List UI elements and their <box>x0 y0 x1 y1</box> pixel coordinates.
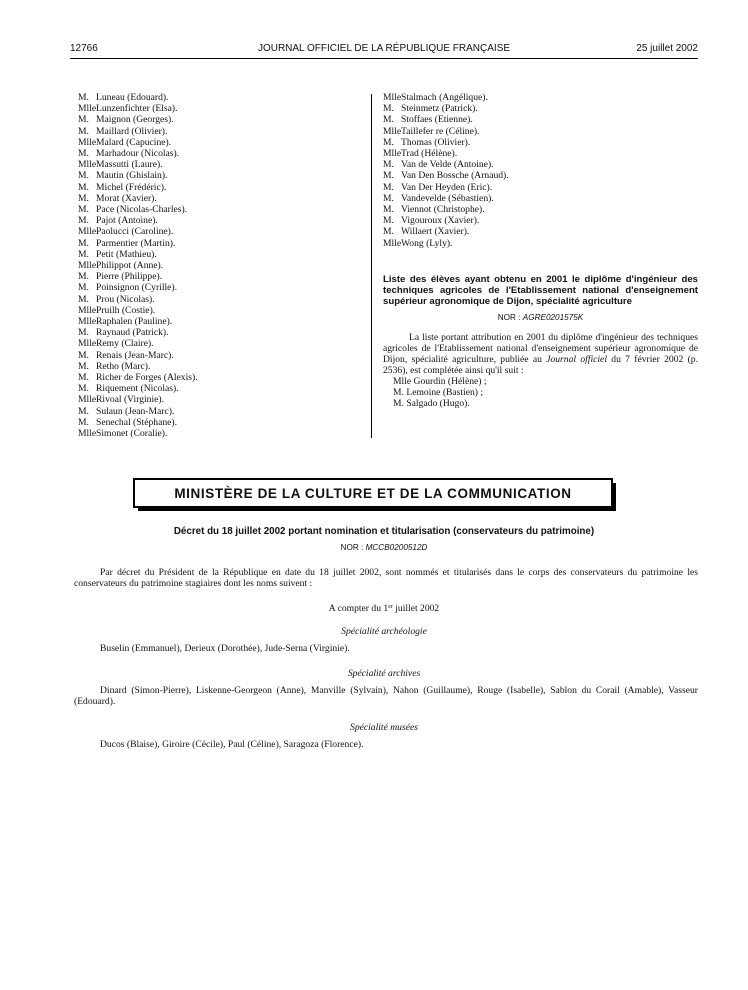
specialty-heading: Spécialité musées <box>350 722 418 733</box>
decree-nor <box>70 543 698 552</box>
person-name: Massutti (Laure). <box>96 159 163 171</box>
civil-title: M. <box>78 114 89 126</box>
civil-title: M. <box>383 136 394 148</box>
name-entry <box>78 316 278 327</box>
journal-title: JOURNAL OFFICIEL DE LA RÉPUBLIQUE FRANÇAISE <box>257 43 511 54</box>
person-name: Trad (Hélène). <box>401 148 458 160</box>
person-name: Lunzenfichter (Elsa). <box>96 103 178 115</box>
name-entry <box>383 226 698 237</box>
person-name: Parmentier (Martin). <box>96 237 176 249</box>
person-name: Van de Velde (Antoine). <box>401 159 494 171</box>
name-entry <box>78 294 278 305</box>
civil-title: M. <box>78 125 89 137</box>
name-entry <box>383 215 698 226</box>
civil-title: M. <box>78 215 89 227</box>
person-name: Van Den Bossche (Arnaud). <box>401 170 509 182</box>
name-entry <box>383 103 698 114</box>
name-entry <box>78 361 278 372</box>
name-entry <box>78 114 278 125</box>
name-entry <box>383 193 698 204</box>
person-name: Poinsignon (Cyrille). <box>96 282 178 294</box>
person-name: Rivoal (Virginie). <box>96 394 164 406</box>
name-entry <box>78 170 278 181</box>
journal-reference: Journal officiel <box>546 354 607 366</box>
name-entry <box>78 238 278 249</box>
name-entry <box>78 182 278 193</box>
name-entry <box>78 92 278 103</box>
decree-intro: Par décret du Président de la République en date du 18 juillet 2002, sont nommés et titularisés dans le corps des conservateurs du patrimoine les conservateurs du patrimoine stagiaires dont les noms suivent : <box>74 567 698 590</box>
list-section-title: Liste des élèves ayant obtenu en 2001 le diplôme d'ingénieur des techniques agricoles de l'Etablissement national d'enseignement supérieur agronomique de Dijon, spécialité agriculture <box>383 273 698 307</box>
list-section-nor <box>383 312 698 323</box>
civil-title: Mlle <box>78 103 97 115</box>
person-name: Steinmetz (Patrick). <box>401 103 478 115</box>
name-entry <box>383 170 698 181</box>
nor-label: NOR : <box>497 312 521 322</box>
name-entry <box>383 238 698 249</box>
issue-date: 25 juillet 2002 <box>636 43 698 54</box>
person-name: Vigouroux (Xavier). <box>401 215 480 227</box>
civil-title: M. <box>383 181 394 193</box>
nor-code: AGRE0201575K <box>522 312 584 322</box>
person-name: Renais (Jean-Marc). <box>96 349 174 361</box>
civil-title: M. <box>383 103 394 115</box>
person-name: Morat (Xavier). <box>96 192 157 204</box>
person-name: Raphalen (Pauline). <box>96 316 173 328</box>
civil-title: M. <box>78 170 89 182</box>
civil-title: M. <box>78 416 89 428</box>
person-name: Marhadour (Nicolas). <box>96 148 180 160</box>
person-name: Viennot (Christophe). <box>401 204 485 216</box>
person-name: Prou (Nicolas). <box>96 293 155 305</box>
name-entry <box>78 193 278 204</box>
name-entry <box>383 204 698 215</box>
name-entry <box>383 114 698 125</box>
right-column <box>383 92 698 410</box>
person-name: Petit (Mathieu). <box>96 248 157 260</box>
name-entry <box>78 305 278 316</box>
person-name: Michel (Frédéric). <box>96 181 167 193</box>
civil-title: M. <box>78 282 89 294</box>
civil-title: M. <box>383 114 394 126</box>
name-entry <box>383 182 698 193</box>
person-name: Simonet (Coralie). <box>96 428 168 440</box>
name-entry <box>78 372 278 383</box>
right-name-list <box>383 92 698 249</box>
person-name: Thomas (Olivier). <box>401 136 471 148</box>
effective-date-prefix: A compter du 1 <box>328 603 389 614</box>
civil-title: M. <box>78 405 89 417</box>
effective-date <box>70 603 698 614</box>
page-number: 12766 <box>70 43 98 54</box>
person-name: Sulaun (Jean-Marc). <box>96 405 175 417</box>
civil-title: Mlle <box>78 260 97 272</box>
person-name: Malard (Capucine). <box>96 136 172 148</box>
name-entry <box>78 406 278 417</box>
person-name: Pajot (Antoine). <box>96 215 158 227</box>
name-entry <box>78 137 278 148</box>
person-name: Pruilh (Costie). <box>96 304 156 316</box>
specialty-names: Dinard (Simon-Pierre), Liskenne-Georgeon (Anne), Manville (Sylvain), Nahon (Guillaume), Rouge (Isabelle), Sablon du Corail (Amable), Vasseur (Edouard). <box>74 685 698 708</box>
civil-title: M. <box>78 92 89 103</box>
name-entry <box>78 103 278 114</box>
addition-item: Mlle Gourdin (Hélène) ; <box>393 376 487 388</box>
civil-title: M. <box>78 237 89 249</box>
civil-title: Mlle <box>78 394 97 406</box>
name-entry <box>78 249 278 260</box>
list-section-paragraph <box>383 332 698 376</box>
civil-title: Mlle <box>78 226 97 238</box>
name-entry <box>78 282 278 293</box>
ministry-heading-box <box>133 478 613 508</box>
civil-title: Mlle <box>383 92 402 103</box>
name-entry <box>78 417 278 428</box>
person-name: Stalmach (Angélique). <box>401 92 488 103</box>
person-name: Wong (Lyly). <box>401 237 453 249</box>
name-entry <box>383 159 698 170</box>
person-name: Paolucci (Caroline). <box>96 226 174 238</box>
additions-list <box>393 376 698 410</box>
person-name: Pierre (Philippe). <box>96 271 163 283</box>
name-entry <box>383 126 698 137</box>
name-entry <box>383 137 698 148</box>
civil-title: M. <box>383 159 394 171</box>
person-name: Senechal (Stéphane). <box>96 416 177 428</box>
person-name: Pace (Nicolas-Charles). <box>96 204 188 216</box>
name-entry <box>78 215 278 226</box>
person-name: Luneau (Edouard). <box>96 92 169 103</box>
name-entry <box>78 394 278 405</box>
civil-title: M. <box>78 248 89 260</box>
civil-title: M. <box>78 148 89 160</box>
civil-title: M. <box>78 372 89 384</box>
paragraph-text-start: La liste portant attribution en 2001 du diplôme d'ingénieur des techniques agricoles de l'Etablissement national d'enseignement supérieur agronomique de Dijon, spécialité agriculture, publiée au <box>383 332 698 366</box>
nor-label: NOR : <box>340 543 364 552</box>
name-entry <box>78 271 278 282</box>
civil-title: M. <box>78 271 89 283</box>
column-separator <box>371 94 372 438</box>
civil-title: M. <box>383 226 394 238</box>
civil-title: M. <box>78 181 89 193</box>
nor-code: MCCB0200512D <box>365 543 428 552</box>
civil-title: Mlle <box>383 148 402 160</box>
civil-title: Mlle <box>78 428 97 440</box>
effective-date-suffix: juillet 2002 <box>395 603 440 614</box>
civil-title: Mlle <box>78 316 97 328</box>
civil-title: Mlle <box>78 338 97 350</box>
person-name: Raynaud (Patrick). <box>96 327 169 339</box>
civil-title: M. <box>78 293 89 305</box>
civil-title: M. <box>383 204 394 216</box>
civil-title: M. <box>78 349 89 361</box>
addition-item: M. Salgado (Hugo). <box>393 398 470 410</box>
specialty-heading: Spécialité archives <box>347 668 421 679</box>
civil-title: M. <box>383 170 394 182</box>
name-entry <box>78 148 278 159</box>
name-entry <box>78 126 278 137</box>
specialty-names: Buselin (Emmanuel), Derieux (Dorothée), Jude-Serna (Virginie). <box>100 643 350 654</box>
effective-date-sup: er <box>388 604 393 610</box>
person-name: Taillefer re (Céline). <box>401 125 480 137</box>
person-name: Mautin (Ghislain). <box>96 170 168 182</box>
civil-title: M. <box>78 204 89 216</box>
civil-title: Mlle <box>78 304 97 316</box>
civil-title: M. <box>78 327 89 339</box>
civil-title: Mlle <box>383 237 402 249</box>
left-name-column <box>78 92 278 439</box>
header-rule <box>70 58 698 59</box>
decree-title: Décret du 18 juillet 2002 portant nomination et titularisation (conservateurs du patrimoine) <box>173 526 595 537</box>
page-header <box>70 43 698 59</box>
name-entry <box>78 260 278 271</box>
civil-title: M. <box>383 192 394 204</box>
specialty-heading: Spécialité archéologie <box>341 626 427 637</box>
person-name: Richer de Forges (Alexis). <box>96 372 198 384</box>
civil-title: M. <box>383 215 394 227</box>
person-name: Maignon (Georges). <box>96 114 174 126</box>
name-entry <box>78 204 278 215</box>
civil-title: M. <box>78 360 89 372</box>
name-entry <box>78 338 278 349</box>
name-entry <box>78 327 278 338</box>
person-name: Maillard (Olivier). <box>96 125 168 137</box>
person-name: Philippot (Anne). <box>96 260 164 272</box>
person-name: Van Der Heyden (Eric). <box>401 181 493 193</box>
name-entry <box>383 92 698 103</box>
name-entry <box>383 148 698 159</box>
civil-title: Mlle <box>383 125 402 137</box>
paragraph-text-end: du 7 février 2002 (p. 2536), est complétée ainsi qu'il suit : <box>383 354 698 377</box>
civil-title: Mlle <box>78 159 97 171</box>
person-name: Riquement (Nicolas). <box>96 383 179 395</box>
name-entry <box>78 428 278 439</box>
specialty-names: Ducos (Blaise), Giroire (Cécile), Paul (Céline), Saragoza (Florence). <box>100 739 364 750</box>
addition-item: M. Lemoine (Bastien) ; <box>393 387 484 399</box>
person-name: Stoffaes (Etienne). <box>401 114 473 126</box>
person-name: Remy (Claire). <box>96 338 154 350</box>
civil-title: Mlle <box>78 136 97 148</box>
civil-title: M. <box>78 383 89 395</box>
name-entry <box>78 350 278 361</box>
person-name: Vandevelde (Sébastien). <box>401 192 494 204</box>
ministry-heading: MINISTÈRE DE LA CULTURE ET DE LA COMMUNICATION <box>174 485 572 501</box>
name-entry <box>78 226 278 237</box>
name-entry <box>78 383 278 394</box>
name-entry <box>78 159 278 170</box>
civil-title: M. <box>78 192 89 204</box>
person-name: Retho (Marc). <box>96 360 151 372</box>
person-name: Willaert (Xavier). <box>401 226 470 238</box>
